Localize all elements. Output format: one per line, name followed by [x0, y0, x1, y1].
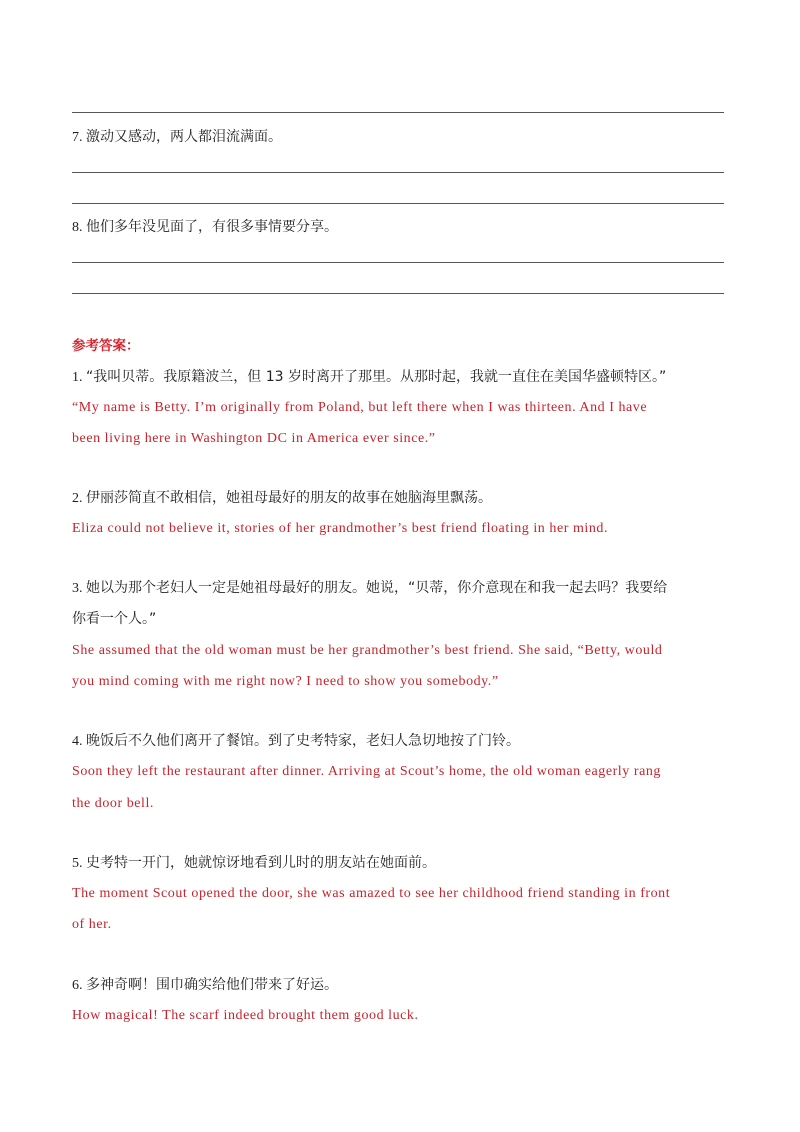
answer-1-chinese: 1. “我叫贝蒂。我原籍波兰，但 13 岁时离开了那里。从那时起，我就一直住在美国华盛顿特区。” [72, 369, 667, 385]
answer-1-english-line-1: “My name is Betty. I’m originally from Poland, but left there when I was thirteen. And I have [72, 400, 648, 415]
item-number: 6 [72, 978, 79, 993]
answer-3-chinese-line-1: 3. 她以为那个老妇人一定是她祖母最好的朋友。她说，“贝蒂，你介意现在和我一起去吗？我要给 [72, 580, 668, 596]
item-number: 4 [72, 734, 79, 749]
answer-4-english-line-2: the door bell. [72, 796, 154, 811]
item-number: 1 [72, 370, 79, 385]
answer-2-chinese: 2. 伊丽莎简直不敢相信，她祖母最好的朋友的故事在她脑海里飘荡。 [72, 490, 492, 506]
chinese-text: 她以为那个老妇人一定是她祖母最好的朋友。她说，“贝蒂，你介意现在和我一起去吗？我要给 [86, 580, 668, 596]
item-number: 8 [72, 220, 79, 235]
answer-line [72, 203, 724, 204]
item-text: 他们多年没见面了，有很多事情要分享。 [86, 219, 338, 235]
item-number: 3 [72, 581, 79, 596]
chinese-text: 多神奇啊！围巾确实给他们带来了好运。 [86, 977, 338, 993]
answer-5-english-line-2: of her. [72, 917, 112, 932]
exercise-item-7: 7. 激动又感动，两人都泪流满面。 [72, 129, 282, 145]
answer-3-chinese-line-2: 你看一个人。” [72, 611, 157, 627]
answer-6-chinese: 6. 多神奇啊！围巾确实给他们带来了好运。 [72, 977, 338, 993]
answer-4-english-line-1: Soon they left the restaurant after dinner. Arriving at Scout’s home, the old woman eagerly rang [72, 764, 661, 779]
answers-heading: 参考答案： [72, 338, 140, 354]
item-text: 激动又感动，两人都泪流满面。 [86, 129, 282, 145]
answer-1-english-line-2: been living here in Washington DC in America ever since.” [72, 431, 436, 446]
exercise-item-8: 8. 他们多年没见面了，有很多事情要分享。 [72, 219, 338, 235]
answer-line [72, 293, 724, 294]
answer-3-english-line-1: She assumed that the old woman must be her grandmother’s best friend. She said, “Betty, would [72, 643, 663, 658]
item-number: 7 [72, 130, 79, 145]
answer-line [72, 112, 724, 113]
answer-3-english-line-2: you mind coming with me right now? I need to show you somebody.” [72, 674, 499, 689]
answer-line [72, 172, 724, 173]
item-number: 5 [72, 856, 79, 871]
answer-5-chinese: 5. 史考特一开门，她就惊讶地看到儿时的朋友站在她面前。 [72, 855, 436, 871]
answer-line [72, 262, 724, 263]
answer-5-english-line-1: The moment Scout opened the door, she was amazed to see her childhood friend standing in front [72, 886, 671, 901]
answer-4-chinese: 4. 晚饭后不久他们离开了餐馆。到了史考特家，老妇人急切地按了门铃。 [72, 733, 520, 749]
chinese-text: 伊丽莎简直不敢相信，她祖母最好的朋友的故事在她脑海里飘荡。 [86, 490, 492, 506]
answer-2-english-line-1: Eliza could not believe it, stories of her grandmother’s best friend floating in her mind. [72, 521, 608, 536]
answer-6-english-line-1: How magical! The scarf indeed brought them good luck. [72, 1008, 419, 1023]
chinese-text: 史考特一开门，她就惊讶地看到儿时的朋友站在她面前。 [86, 855, 436, 871]
chinese-text: 晚饭后不久他们离开了餐馆。到了史考特家，老妇人急切地按了门铃。 [86, 733, 520, 749]
item-number: 2 [72, 491, 79, 506]
chinese-text: “我叫贝蒂。我原籍波兰，但 13 岁时离开了那里。从那时起，我就一直住在美国华盛顿特区。” [86, 369, 667, 385]
